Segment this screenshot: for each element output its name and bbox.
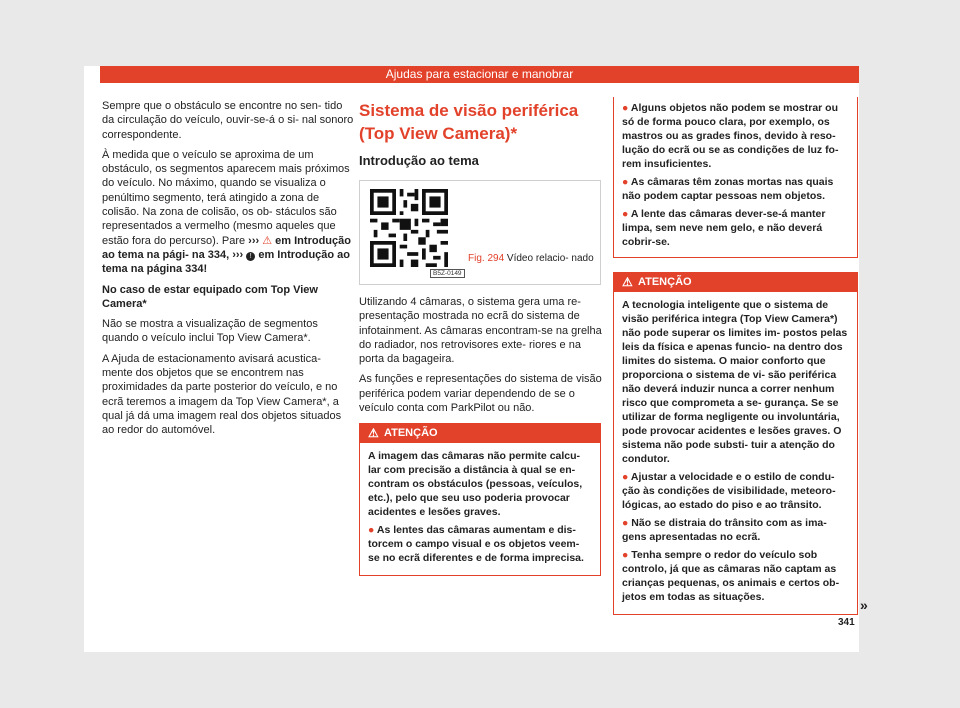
notice-dot-icon: ! — [246, 252, 255, 261]
page-number: 341 — [838, 617, 855, 628]
reference-arrow[interactable]: ››› — [232, 248, 244, 261]
reference-arrow[interactable]: ››› — [248, 234, 260, 247]
paragraph: A Ajuda de estacionamento avisará acustica- mente dos objetos que se encontrem nas proximidades da parte posterior do veículo, e no ecrã teremos a imagem da Top View Camera*, a qual já dá uma imagem real dos objetos situados ao redor do automóvel. — [102, 352, 342, 437]
body-text — [359, 295, 604, 415]
paragraph: Não se mostra a visualização de segmentos quando o veículo inclui Top View Camera*. — [102, 318, 318, 345]
warning-body: A tecnologia inteligente que o sistema de visão periférica integra (Top View Camera*) não pode superar os limites im- postos pelas leis da física e apenas funcio- na dentro dos limites do sistema. O maior conforto que proporciona o sistema de vi- são periférica não deverá induzir nunca a correr nenhum risco que comprometa a se- gurança. Se se utilizar de forma negligente ou involuntária, pode provocar acidentes e lesões graves. O sistema não pode substi- tuir a atenção do condutor. ● Ajustar a velocidade e o estilo de condu- ção às condições de visibilidade, meteoro- lógicas, ao estado do piso e ao trânsito. ● Não se distraia do trânsito com as ima- gens apresentadas no ecrã. ● Tenha sempre o redor do veículo sob controlo, já que as câmaras não captam as crianças pequenas, os animais e certos ob- jetos em todas as situações. — [614, 292, 857, 614]
bullet-icon: ● — [622, 208, 629, 220]
paragraph: Utilizando 4 câmaras, o sistema gera uma re- presentação mostrada no ecrã do sistema de infotainment. As câmaras encontram-se na grelha do radiador, nos retrovisores exte- riores e na porta da bagageira. — [359, 296, 602, 366]
figure-number: Fig. 294 — [468, 253, 505, 264]
bullet-icon: ● — [622, 471, 629, 483]
column-middle — [359, 99, 604, 576]
topic-heading: Introdução ao tema — [359, 153, 479, 168]
warning-triangle-icon: ⚠ — [622, 275, 633, 289]
bullet-item: ● Alguns objetos não podem se mostrar ou só de forma pouco clara, por exemplo, os mastros ou as grades finos, devido à reso- lução do ecrã ou se as condições de luz fo- rem insuficientes. — [622, 102, 839, 170]
warning-body: A imagem das câmaras não permite calcu- lar com precisão a distância à qual se en- contram os obstáculos (pessoas, veículos, etc.), pelo que seu uso poderia provocar acidentes e lesões graves. ● As lentes das câmaras aumentam e dis- torcem o campo visual e os objetos veem- se no ecrã diferentes e de forma imprecisa. — [360, 443, 600, 575]
warning-triangle-icon: ⚠ — [262, 234, 273, 247]
warning-header: ⚠ ATENÇÃO — [360, 424, 600, 443]
bullet-item: ● As câmaras têm zonas mortas nas quais não podem captar pessoas nem objetos. — [622, 176, 834, 202]
figure-caption: Fig. 294 Vídeo relacio- nado — [468, 253, 594, 264]
section-title: Sistema de visão periférica (Top View Camera)* — [359, 101, 579, 143]
bullet-item: ● Ajustar a velocidade e o estilo de condu- ção às condições de visibilidade, meteoro- lógicas, ao estado do piso e ao trânsito. — [622, 471, 836, 511]
column-left — [102, 99, 354, 444]
paragraph-collision: À medida que o veículo se aproxima de um obstáculo, os segmentos aparecem mais próximos do veículo. No máximo, quando se visualiza o penúltimo segmento, terá atingido a zona de colisão. Na zona de colisão, os ob- stáculos são representados a vermelho (mesmo aqueles que estão fora do percurso). Pare ››› ⚠ em Introdução ao tema na pági- na 334, ››› ! em Introdução ao tema na página 334! — [102, 148, 351, 276]
warning-triangle-icon: ⚠ — [368, 426, 379, 441]
bullet-item: ● Não se distraia do trânsito com as ima- gens apresentadas no ecrã. — [622, 517, 827, 543]
bullet-icon: ● — [622, 517, 629, 529]
paragraph: Sempre que o obstáculo se encontre no sen- tido da circulação do veículo, ouvir-se-á o si- nal sonoro correspondente. — [102, 100, 354, 141]
warning-header: ⚠ ATENÇÃO — [614, 273, 857, 292]
figure-294 — [359, 180, 601, 285]
bullet-icon: ● — [368, 524, 375, 537]
manual-page — [84, 66, 868, 652]
cross-reference-link[interactable]: em Introdução ao tema na pági- na 334, — [102, 234, 351, 261]
page-header: Ajudas para estacionar e manobrar — [100, 66, 859, 83]
bullet-icon: ● — [622, 176, 629, 188]
warning-box — [359, 423, 601, 576]
bullet-item: ● As lentes das câmaras aumentam e dis- torcem o campo visual e os objetos veem- se no ecrã diferentes e de forma imprecisa. — [368, 524, 584, 565]
bullet-icon: ● — [622, 549, 629, 561]
section-subheading: No caso de estar equipado com Top View Camera* — [102, 283, 318, 310]
qr-code-icon[interactable] — [370, 189, 448, 267]
bullet-icon: ● — [622, 102, 629, 114]
continue-arrow-icon: » — [860, 597, 868, 613]
bullet-item: ● A lente das câmaras dever-se-á manter limpa, sem neve nem gelo, e não deverá cobrir-se. — [622, 208, 826, 248]
qr-code-label: B5Z-0149 — [430, 269, 465, 278]
column-right — [613, 97, 858, 615]
warning-box — [613, 272, 858, 615]
bullet-item: ● Tenha sempre o redor do veículo sob controlo, já que as câmaras não captam as crianças pequenas, os animais e certos ob- jetos em todas as situações. — [622, 549, 840, 603]
warning-box-continued — [613, 97, 858, 258]
paragraph: As funções e representações do sistema de visão periférica podem variar dependendo de se o veículo conta com ParkPilot ou não. — [359, 373, 602, 415]
cross-reference-link[interactable]: em Introdução ao tema na página 334! — [102, 248, 351, 276]
